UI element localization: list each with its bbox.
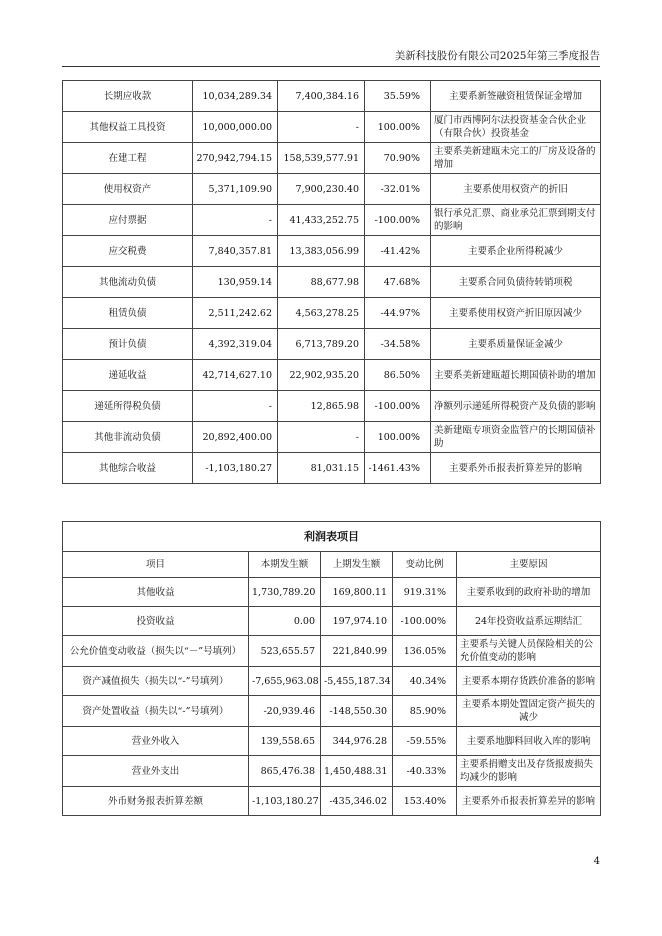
row-reason: 主要系合同负债待转销项税 <box>431 267 601 298</box>
row-current: 20,892,400.00 <box>193 422 278 453</box>
row-previous: 169,800.11 <box>321 578 393 607</box>
row-current: - <box>193 205 278 236</box>
income-table-title: 利润表项目 <box>63 522 601 552</box>
row-current: 139,558.65 <box>249 727 321 756</box>
row-item: 投资收益 <box>63 607 249 636</box>
row-change: -100.00% <box>365 205 431 236</box>
table-row <box>63 329 601 360</box>
row-change: 153.40% <box>393 787 457 816</box>
row-item: 长期应收款 <box>63 81 193 112</box>
row-current: -20,939.46 <box>249 696 321 727</box>
table-row <box>63 236 601 267</box>
header-previous: 上期发生额 <box>321 552 393 578</box>
row-previous: 41,433,252.75 <box>278 205 365 236</box>
table-row <box>63 453 601 484</box>
row-current: 2,511,242.62 <box>193 298 278 329</box>
row-reason: 净额列示递延所得税资产及负债的影响 <box>431 391 601 422</box>
row-previous: -5,455,187.34 <box>321 667 393 696</box>
row-current: 10,000,000.00 <box>193 112 278 143</box>
header-reason: 主要原因 <box>457 552 601 578</box>
row-item: 营业外支出 <box>63 756 249 787</box>
row-reason: 主要系外币报表折算差异的影响 <box>457 787 601 816</box>
row-item: 在建工程 <box>63 143 193 174</box>
row-previous: 4,563,278.25 <box>278 298 365 329</box>
row-current: -7,655,963.08 <box>249 667 321 696</box>
row-reason: 主要系使用权资产的折旧 <box>431 174 601 205</box>
row-previous: 221,840.99 <box>321 636 393 667</box>
row-change: 40.34% <box>393 667 457 696</box>
table-row <box>63 205 601 236</box>
row-reason: 主要系企业所得税减少 <box>431 236 601 267</box>
row-previous: 81,031.15 <box>278 453 365 484</box>
header-rule <box>62 66 600 67</box>
row-reason: 主要系外币报表折算差异的影响 <box>431 453 601 484</box>
row-current: 10,034,289.34 <box>193 81 278 112</box>
row-reason: 主要系本期存货跌价准备的影响 <box>457 667 601 696</box>
row-change: -59.55% <box>393 727 457 756</box>
table-row <box>63 81 601 112</box>
row-change: -44.97% <box>365 298 431 329</box>
row-previous: 1,450,488.31 <box>321 756 393 787</box>
row-previous: 22,902,935.20 <box>278 360 365 391</box>
row-reason: 主要系本期处置固定资产损失的减少 <box>457 696 601 727</box>
row-item: 应交税费 <box>63 236 193 267</box>
row-current: 523,655.57 <box>249 636 321 667</box>
table-row <box>63 667 601 696</box>
header-item: 项目 <box>63 552 249 578</box>
row-item: 递延所得税负债 <box>63 391 193 422</box>
row-reason: 主要系质量保证金减少 <box>431 329 601 360</box>
row-change: -32.01% <box>365 174 431 205</box>
table-row <box>63 298 601 329</box>
row-item: 外币财务报表折算差额 <box>63 787 249 816</box>
table-row <box>63 756 601 787</box>
row-item: 其他非流动负债 <box>63 422 193 453</box>
row-item: 其他流动负债 <box>63 267 193 298</box>
table-row <box>63 422 601 453</box>
row-item: 资产处置收益（损失以“-”号填列） <box>63 696 249 727</box>
table-row <box>63 267 601 298</box>
table-row <box>63 636 601 667</box>
row-current: 4,392,319.04 <box>193 329 278 360</box>
row-change: 70.90% <box>365 143 431 174</box>
row-previous: 13,383,056.99 <box>278 236 365 267</box>
row-item: 递延收益 <box>63 360 193 391</box>
row-item: 资产减值损失（损失以“-”号填列） <box>63 667 249 696</box>
row-current: 130,959.14 <box>193 267 278 298</box>
table-row <box>63 787 601 816</box>
row-current: 7,840,357.81 <box>193 236 278 267</box>
row-change: 86.50% <box>365 360 431 391</box>
row-reason: 主要系捐赠支出及存货报废损失均减少的影响 <box>457 756 601 787</box>
row-item: 其他权益工具投资 <box>63 112 193 143</box>
row-change: -34.58% <box>365 329 431 360</box>
table-row <box>63 578 601 607</box>
header-current: 本期发生额 <box>249 552 321 578</box>
row-change: 100.00% <box>365 422 431 453</box>
balance-table-body <box>63 81 601 484</box>
row-current: 865,476.38 <box>249 756 321 787</box>
income-table-title-row <box>63 522 601 552</box>
balance-sheet-changes-table <box>62 80 601 484</box>
table-row <box>63 727 601 756</box>
header-change: 变动比例 <box>393 552 457 578</box>
row-previous: -435,346.02 <box>321 787 393 816</box>
row-current: 5,371,109.90 <box>193 174 278 205</box>
row-reason: 主要系与关键人员保险相关的公允价值变动的影响 <box>457 636 601 667</box>
row-reason: 美新建瓯专项资金监管户的长期国债补助 <box>431 422 601 453</box>
row-change: -40.33% <box>393 756 457 787</box>
table-row <box>63 174 601 205</box>
table-row <box>63 143 601 174</box>
row-current: -1,103,180.27 <box>249 787 321 816</box>
row-item: 其他收益 <box>63 578 249 607</box>
table-row <box>63 391 601 422</box>
row-previous: - <box>278 112 365 143</box>
row-current: 270,942,794.15 <box>193 143 278 174</box>
row-previous: -148,550.30 <box>321 696 393 727</box>
row-change: 100.00% <box>365 112 431 143</box>
income-statement-changes-table <box>62 521 601 816</box>
row-item: 使用权资产 <box>63 174 193 205</box>
row-change: 35.59% <box>365 81 431 112</box>
row-reason: 24年投资收益系远期结汇 <box>457 607 601 636</box>
row-current: 42,714,627.10 <box>193 360 278 391</box>
row-previous: 7,400,384.16 <box>278 81 365 112</box>
row-item: 其他综合收益 <box>63 453 193 484</box>
row-previous: 88,677.98 <box>278 267 365 298</box>
row-change: 919.31% <box>393 578 457 607</box>
row-reason: 主要系收到的政府补助的增加 <box>457 578 601 607</box>
report-header-title: 美新科技股份有限公司2025年第三季度报告 <box>394 50 600 62</box>
row-previous: 12,865.98 <box>278 391 365 422</box>
row-current: -1,103,180.27 <box>193 453 278 484</box>
row-current: 0.00 <box>249 607 321 636</box>
row-reason: 主要系美新建瓯超长期国债补助的增加 <box>431 360 601 391</box>
row-item: 应付票据 <box>63 205 193 236</box>
table-row <box>63 607 601 636</box>
row-change: 47.68% <box>365 267 431 298</box>
row-item: 公允价值变动收益（损失以“－”号填列） <box>63 636 249 667</box>
page-number: 4 <box>593 856 600 867</box>
table-row <box>63 696 601 727</box>
row-reason: 主要系新签融资租赁保证金增加 <box>431 81 601 112</box>
row-reason: 主要系美新建瓯未完工的厂房及设备的增加 <box>431 143 601 174</box>
row-change: 136.05% <box>393 636 457 667</box>
row-change: -1461.43% <box>365 453 431 484</box>
row-reason: 主要系使用权资产折旧原因减少 <box>431 298 601 329</box>
row-item: 营业外收入 <box>63 727 249 756</box>
row-current: 1,730,789.20 <box>249 578 321 607</box>
row-change: -100.00% <box>365 391 431 422</box>
row-reason: 主要系地脚料回收入库的影响 <box>457 727 601 756</box>
row-previous: 6,713,789.20 <box>278 329 365 360</box>
table-row <box>63 112 601 143</box>
row-previous: 344,976.28 <box>321 727 393 756</box>
row-item: 预计负债 <box>63 329 193 360</box>
row-item: 租赁负债 <box>63 298 193 329</box>
income-table-body <box>63 522 601 816</box>
row-reason: 银行承兑汇票、商业承兑汇票到期支付的影响 <box>431 205 601 236</box>
row-change: -41.42% <box>365 236 431 267</box>
row-reason: 厦门市西博阿尔法投资基金合伙企业（有限合伙）投资基金 <box>431 112 601 143</box>
row-change: 85.90% <box>393 696 457 727</box>
income-table-header-row <box>63 552 601 578</box>
table-row <box>63 360 601 391</box>
row-previous: 158,539,577.91 <box>278 143 365 174</box>
row-previous: - <box>278 422 365 453</box>
row-previous: 7,900,230.40 <box>278 174 365 205</box>
row-previous: 197,974.10 <box>321 607 393 636</box>
row-current: - <box>193 391 278 422</box>
row-change: -100.00% <box>393 607 457 636</box>
